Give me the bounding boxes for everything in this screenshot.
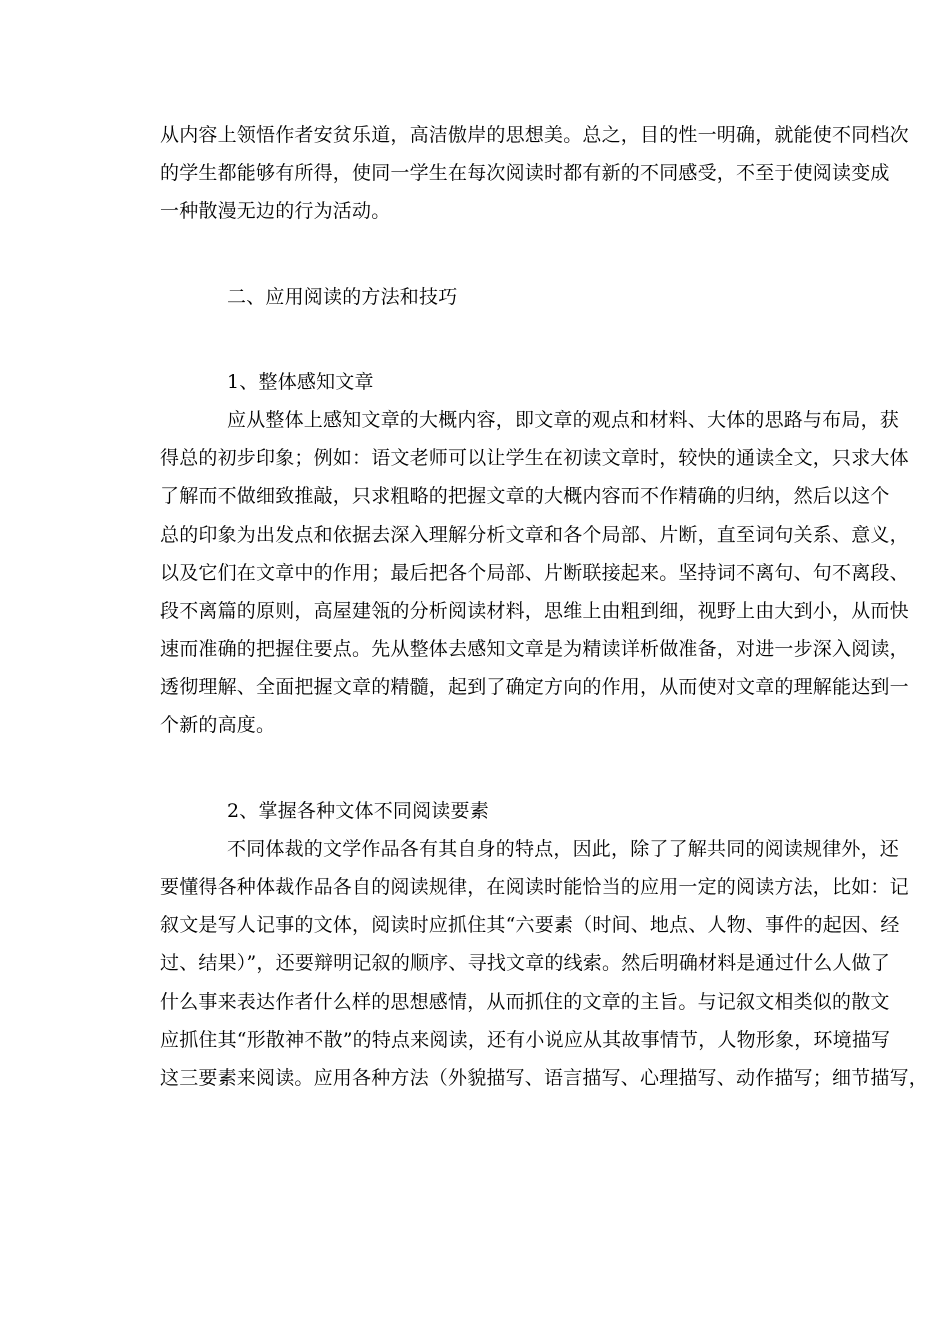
text-line: 什么事来表达作者什么样的思想感情，从而抓住的文章的主旨。与记叙文相类似的散文 xyxy=(160,990,890,1013)
text-line: 个新的高度。 xyxy=(160,714,276,737)
text-line: 透彻理解、全面把握文章的精髓，起到了确定方向的作用，从而使对文章的理解能达到一 xyxy=(160,676,909,699)
subsection-heading-2: 2、掌握各种文体不同阅读要素 xyxy=(227,799,489,822)
spacer xyxy=(160,316,888,363)
text-line: 以及它们在文章中的作用；最后把各个局部、片断联接起来。坚持词不离句、句不离段、 xyxy=(160,561,909,584)
text-line: 这三要素来阅读。应用各种方法（外貌描写、语言描写、心理描写、动作描写；细节描写， xyxy=(160,1066,929,1089)
text-line: 的学生都能够有所得，使同一学生在每次阅读时都有新的不同感受，不至于使阅读变成 xyxy=(160,162,890,185)
spacer xyxy=(160,231,888,278)
text-line: 应抓住其“形散神不散”的特点来阅读，还有小说应从其故事情节，人物形象，环境描写 xyxy=(160,1028,891,1051)
subsection-1-paragraph xyxy=(160,401,909,745)
text-line: 从内容上领悟作者安贫乐道，高洁傲岸的思想美。总之，目的性一明确，就能使不同档次 xyxy=(160,124,909,146)
intro-paragraph xyxy=(160,116,909,231)
text-line: 了解而不做细致推敲，只求粗略的把握文章的大概内容而不作精确的归纳，然后以这个 xyxy=(160,485,890,508)
subsection-2-paragraph xyxy=(160,830,929,1097)
text-line: 总的印象为出发点和依据去深入理解分析文章和各个局部、片断，直至词句关系、意义， xyxy=(160,523,909,546)
text-line: 段不离篇的原则，高屋建瓴的分析阅读材料，思维上由粗到细，视野上由大到小，从而快 xyxy=(160,599,909,622)
text-line: 要懂得各种体裁作品各自的阅读规律，在阅读时能恰当的应用一定的阅读方法，比如：记 xyxy=(160,876,909,898)
text-line: 速而准确的把握住要点。先从整体去感知文章是为精读详析做准备，对进一步深入阅读， xyxy=(160,638,909,661)
subsection-heading-1: 1、整体感知文章 xyxy=(227,370,374,393)
text-line: 过、结果）”，还要辩明记叙的顺序、寻找文章的线索。然后明确材料是通过什么人做了 xyxy=(160,952,891,975)
text-line: 一种散漫无边的行为活动。 xyxy=(160,200,391,223)
text-line: 叙文是写人记事的文体，阅读时应抓住其“六要素（时间、地点、人物、事件的起因、经 xyxy=(160,914,900,937)
spacer xyxy=(160,745,888,792)
text-line: 应从整体上感知文章的大概内容，即文章的观点和材料、大体的思路与布局，获 xyxy=(227,408,900,431)
text-line: 得总的初步印象；例如：语文老师可以让学生在初读文章时，较快的通读全文，只求大体 xyxy=(160,447,909,470)
section-heading: 二、应用阅读的方法和技巧 xyxy=(227,285,458,308)
document-page xyxy=(160,116,929,1097)
text-line: 不同体裁的文学作品各有其自身的特点，因此，除了了解共同的阅读规律外，还 xyxy=(227,837,900,860)
